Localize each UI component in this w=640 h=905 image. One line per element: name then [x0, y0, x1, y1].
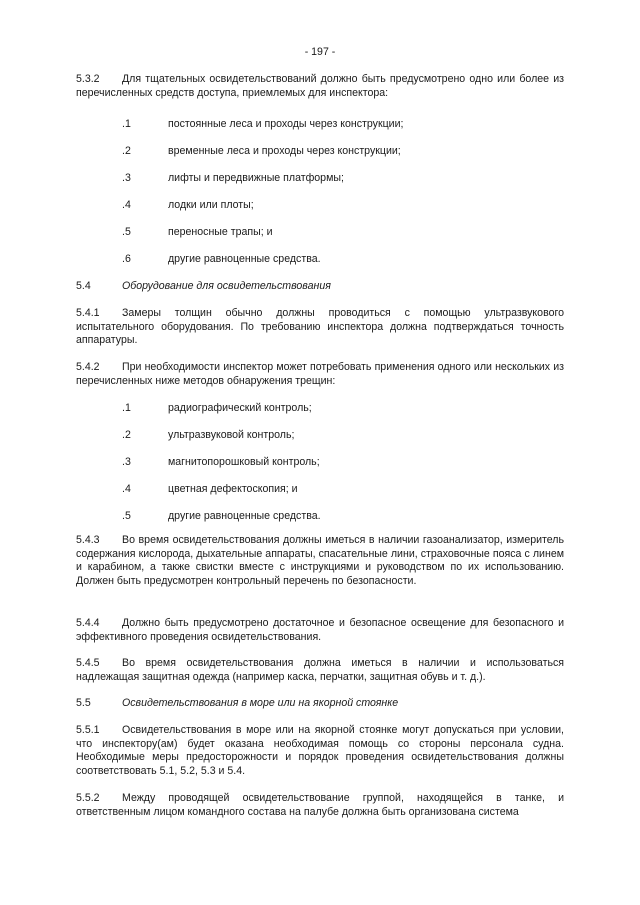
list-item-text: другие равноценные средства.: [168, 253, 321, 265]
list-item-text: цветная дефектоскопия; и: [168, 483, 298, 495]
paragraph-text: Между проводящей освидетельствование группой, находящейся в танке, и ответственным лицом командного состава на палубе должна быть организована система: [76, 792, 564, 818]
list-item-text: лифты и передвижные платформы;: [168, 172, 344, 184]
section-number: 5.4: [76, 280, 91, 292]
paragraph-5-5-1: [76, 724, 564, 778]
paragraph-5-4-2: [76, 361, 564, 388]
list-item-text: другие равноценные средства.: [168, 510, 321, 522]
paragraph-5-4-4: [76, 617, 564, 644]
list-item-text: переносные трапы; и: [168, 226, 273, 238]
list-marker: .6: [122, 253, 131, 265]
list-marker: .4: [122, 199, 131, 211]
list-item-text: постоянные леса и проходы через конструкции;: [168, 118, 404, 130]
list-marker: .1: [122, 402, 131, 414]
list-marker: .1: [122, 118, 131, 130]
list-marker: .2: [122, 429, 131, 441]
list-marker: .5: [122, 226, 131, 238]
paragraph-number: 5.5.2: [76, 792, 100, 804]
paragraph-5-4-3: [76, 534, 564, 588]
section-title: Освидетельствования в море или на якорной стоянке: [122, 697, 399, 709]
paragraph-number: 5.4.1: [76, 307, 100, 319]
paragraph-5-5-2: [76, 792, 564, 819]
list-marker: .5: [122, 510, 131, 522]
paragraph-number: 5.4.4: [76, 617, 100, 629]
paragraph-text: Для тщательных освидетельствований должно быть предусмотрено одно или более из перечисленных средств доступа, приемлемых для инспектора:: [76, 73, 564, 99]
paragraph-number: 5.5.1: [76, 724, 100, 736]
list-marker: .3: [122, 172, 131, 184]
paragraph-number: 5.4.5: [76, 657, 100, 669]
paragraph-number: 5.4.2: [76, 361, 100, 373]
paragraph-5-4-5: [76, 657, 564, 684]
section-title: Оборудование для освидетельствования: [122, 280, 331, 292]
list-item-text: магнитопорошковый контроль;: [168, 456, 320, 468]
list-item-text: лодки или плоты;: [168, 199, 254, 211]
list-item-text: ультразвуковой контроль;: [168, 429, 295, 441]
page-number: - 197 -: [304, 46, 336, 58]
list-item-text: радиографический контроль;: [168, 402, 312, 414]
section-number: 5.5: [76, 697, 91, 709]
paragraph-text: Во время освидетельствования должна иметься в наличии и использоваться надлежащая защитная одежда (например каска, перчатки, защитная обувь и т. д.).: [76, 657, 564, 683]
paragraph-5-4-1: [76, 307, 564, 348]
list-marker: .3: [122, 456, 131, 468]
paragraph-number: 5.3.2: [76, 73, 100, 85]
paragraph-text: При необходимости инспектор может потребовать применения одного или нескольких из перечисленных ниже методов обнаружения трещин:: [76, 361, 564, 387]
paragraph-text: Освидетельствования в море или на якорной стоянке могут допускаться при условии, что инспектору(ам) будет оказана необходимая помощь со стороны персонала судна. Необходимые меры предосторожности и порядок проведения освидетельствования должны соответствовать 5.1, 5.2, 5.3 и 5.4.: [76, 724, 564, 777]
paragraph-text: Во время освидетельствования должны иметься в наличии газоанализатор, измеритель содержания кислорода, дыхательные аппараты, спасательные лини, страховочные пояса с линем и карабином, а также свистки вместе с инструкциями и руководством по их использованию. Должен быть предусмотрен контрольный перечень по безопасности.: [76, 534, 564, 587]
paragraph-5-3-2: [76, 73, 564, 100]
paragraph-text: Замеры толщин обычно должны проводиться с помощью ультразвукового испытательного оборудования. По требованию инспектора должна подтверждаться точность аппаратуры.: [76, 307, 564, 347]
paragraph-text: Должно быть предусмотрено достаточное и безопасное освещение для безопасного и эффективного проведения освидетельствования.: [76, 617, 564, 643]
list-marker: .4: [122, 483, 131, 495]
list-item-text: временные леса и проходы через конструкции;: [168, 145, 401, 157]
list-marker: .2: [122, 145, 131, 157]
paragraph-number: 5.4.3: [76, 534, 100, 546]
